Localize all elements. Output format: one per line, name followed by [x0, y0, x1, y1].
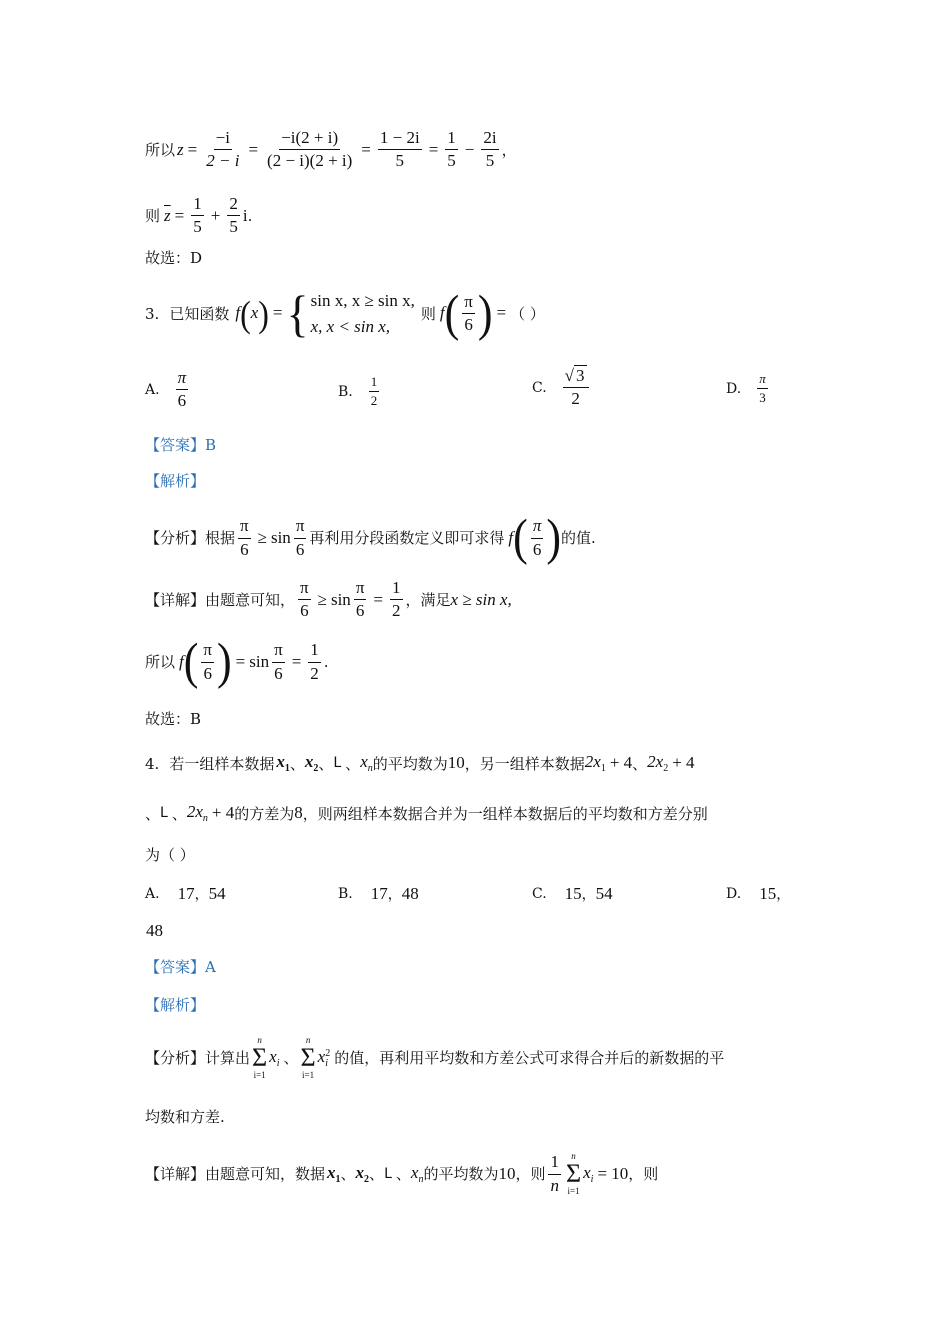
frac-pi-6: $\frac{\pi}{6}$	[355, 578, 365, 621]
sep: 、	[145, 804, 161, 823]
frac-pi-6: $\frac{\pi}{6}$	[274, 640, 283, 683]
var-z: z	[177, 139, 184, 159]
option-label: D.	[726, 886, 742, 902]
equals-sign: =	[373, 589, 383, 609]
option-a[interactable]	[145, 368, 191, 411]
var-x2: $x_2$	[304, 752, 319, 774]
plus-4: + 4	[672, 753, 695, 773]
comma: ，	[581, 887, 596, 903]
q4-analysis-tag: 【解析】	[145, 996, 206, 1014]
expr-2xn: $2x_n$	[186, 802, 208, 824]
text: 的值.	[561, 529, 596, 547]
equals-sign: =	[428, 139, 439, 159]
option-value-b: 48	[401, 884, 419, 903]
frac-half: $\frac{1}{2}$	[392, 578, 401, 621]
text: ，则	[515, 1165, 546, 1183]
equals-sign: =	[174, 205, 185, 225]
stem-text: 的平均数为	[372, 754, 448, 773]
sep: 、	[171, 804, 187, 823]
value-10: 10	[498, 1163, 516, 1183]
value-8: 8	[294, 803, 303, 823]
frac-pi-6: $\frac{\pi}{6}$	[295, 516, 305, 559]
brace: {	[286, 284, 309, 341]
ellipsis: L	[333, 755, 342, 772]
value-10: 10	[447, 753, 465, 773]
condition: x ≥ sin x,	[450, 589, 512, 609]
sum-symbol: n Σ i=1	[300, 1035, 316, 1080]
paren: (	[183, 633, 199, 690]
stem-text: ，另一组样本数据	[464, 754, 585, 773]
sep: 、	[283, 1049, 299, 1067]
comma: ，	[387, 887, 402, 903]
question-4-stem-3: 为（ ）	[145, 846, 195, 864]
stem-text: 若一组样本数据	[169, 754, 275, 773]
option-label: D.	[726, 380, 742, 397]
minus-sign: −	[464, 139, 475, 159]
option-value: $\frac{\pi}{3}$	[759, 371, 766, 405]
q3-answer-tag: 【答案】B	[145, 436, 217, 454]
equals-sign: =	[291, 651, 302, 671]
option-label: B.	[338, 383, 353, 400]
plus-4: + 4	[211, 803, 235, 823]
var-x1: $x_1$	[276, 752, 290, 774]
option-value: $\frac{1}{2}$	[370, 374, 378, 408]
option-value-b: 54	[595, 884, 613, 903]
paren: (	[513, 509, 528, 566]
stem-text: 已知函数	[169, 304, 230, 323]
frac-2: $\frac{-i(2 + i)}{(2 - i)(2 + i)}$	[267, 128, 353, 171]
plus-4: + 4	[609, 753, 633, 773]
sep: 、	[395, 1165, 411, 1183]
question-4-stem-2	[145, 802, 708, 825]
sep: 、	[369, 1165, 385, 1183]
option-b[interactable]	[338, 884, 419, 904]
q4-fenxi-2: 均数和方差.	[145, 1108, 225, 1126]
expr-2x1: $2x_1$	[584, 752, 606, 774]
geq-sign: ≥	[317, 589, 327, 609]
paren: )	[217, 633, 232, 690]
frac-pi-6: $\frac{\pi}{6}$	[240, 516, 249, 559]
sin: sin	[330, 589, 351, 609]
option-label: C.	[532, 886, 547, 902]
fenxi-tag: 【分析】	[145, 529, 206, 547]
var-xn: $x_n$	[360, 752, 373, 774]
var-x1: $x_1$	[327, 1162, 341, 1185]
option-d[interactable]	[726, 371, 771, 406]
text: 再利用分段函数定义即可求得	[309, 529, 505, 547]
func-f: f	[235, 303, 241, 323]
q4-fenxi	[145, 1036, 724, 1080]
option-label: C.	[532, 379, 547, 396]
q4-answer-tag: 【答案】A	[145, 958, 216, 976]
option-c[interactable]	[532, 366, 592, 409]
frac-4: $\frac{1}{5}$	[447, 128, 456, 171]
frac-c2: $\frac{2}{5}$	[229, 194, 238, 237]
imag-unit: i	[242, 205, 248, 225]
comma: ，	[776, 887, 791, 903]
text: 的值，再利用平均数和方差公式可求得合并后的新数据的平	[334, 1049, 725, 1067]
case-2: x, x < sin x,	[310, 316, 391, 336]
text: ，满足	[405, 590, 451, 609]
q3-xiangjie	[145, 578, 512, 622]
frac-3: $\frac{1 - 2i}{5}$	[379, 128, 420, 171]
option-value: $\frac{√ 3}{2}$	[563, 366, 589, 409]
var-xi-squared: x 2 i	[317, 1047, 331, 1069]
plus-sign: +	[210, 205, 221, 225]
q3-fenxi	[145, 509, 596, 566]
text: 根据	[205, 529, 236, 547]
case-1: sin x, x ≥ sin x,	[310, 291, 415, 310]
equals-sign: =	[248, 139, 259, 159]
question-3-stem	[145, 284, 545, 342]
line-z-conjugate	[145, 194, 252, 238]
stem-text: ，则两组样本数据合并为一组样本数据后的平均数和方差分别	[302, 804, 708, 823]
frac-pi-6: $\frac{\pi}{6}$	[203, 640, 212, 683]
paren: )	[546, 509, 561, 566]
option-label: B.	[338, 886, 353, 902]
equals-10: = 10	[597, 1163, 629, 1183]
var-xn: $x_n$	[410, 1162, 424, 1185]
equals-sign: =	[235, 651, 246, 671]
sum-symbol: n Σ i=1	[252, 1035, 268, 1080]
sum-symbol: n Σ i=1	[565, 1151, 582, 1196]
paren: (	[444, 284, 460, 342]
text-ze: 则	[145, 206, 161, 225]
var-x2: $x_2$	[355, 1162, 370, 1185]
option-value-b: 54	[208, 884, 226, 903]
sep: 、	[632, 754, 648, 773]
option-value-a: 17	[177, 884, 195, 903]
text: 的平均数为	[423, 1165, 499, 1183]
sep: 、	[340, 1165, 356, 1183]
option-d-wrap	[146, 921, 163, 941]
frac-pi-6: $\frac{\pi}{6}$	[464, 291, 473, 334]
option-label: A.	[145, 381, 160, 398]
option-d[interactable]	[726, 884, 790, 904]
text: 计算出	[205, 1049, 251, 1067]
q3-xiangjie-2	[145, 633, 329, 690]
ellipsis: L	[384, 1165, 392, 1182]
comma: ，	[501, 140, 517, 159]
sep: 、	[289, 754, 305, 773]
comma: ，	[194, 887, 209, 903]
frac-pi-6: $\frac{\pi}{6}$	[532, 516, 542, 559]
var-xi: $x_i$	[269, 1046, 280, 1069]
answer-line-q2: 故选：D	[145, 249, 203, 267]
var-zbar: $\overline{z}$	[164, 205, 171, 225]
var-x: x	[250, 303, 259, 323]
frac-pi-6: $\frac{\pi}{6}$	[300, 578, 309, 621]
ellipsis: L	[160, 805, 168, 822]
option-a[interactable]	[145, 884, 226, 904]
paren: )	[258, 292, 269, 335]
option-value: $\frac{\pi}{6}$	[177, 368, 187, 410]
text: 由题意可知，数据	[205, 1165, 326, 1183]
option-value-a: 15	[564, 884, 582, 903]
var-xi: $x_i$	[583, 1162, 594, 1185]
frac-5: $\frac{2i}{5}$	[483, 128, 497, 171]
period: .	[323, 653, 329, 671]
equals-sign: =	[187, 139, 198, 159]
option-value-a: 15	[759, 884, 777, 903]
geq-sign: ≥	[257, 527, 267, 547]
frac-1: $\frac{-i}{2 - i}$	[206, 128, 240, 171]
piecewise-cases	[311, 288, 415, 339]
sin: sin	[249, 651, 270, 671]
option-label: A.	[145, 886, 160, 902]
line-z-derivation	[145, 128, 517, 172]
option-value-b: 48	[146, 921, 163, 940]
text-suoyi: 所以	[145, 140, 176, 159]
text: 所以	[145, 653, 176, 671]
text: ，则	[628, 1165, 659, 1183]
func-f: f	[508, 527, 514, 547]
answer-blank: （ ）	[510, 304, 545, 323]
q3-analysis-tag: 【解析】	[145, 472, 206, 490]
stem-text: 则	[420, 304, 436, 323]
equals-sign: =	[361, 139, 371, 159]
question-4-stem-1	[145, 752, 695, 775]
frac-1-over-n: $\frac{1}{n}$	[550, 1152, 559, 1195]
paren: (	[240, 292, 251, 335]
func-f: f	[439, 303, 445, 323]
paren: )	[477, 284, 493, 342]
q4-xiangjie	[145, 1152, 658, 1196]
sep: 、	[345, 754, 361, 773]
q3-final: 故选：B	[145, 710, 202, 728]
option-c[interactable]	[532, 884, 613, 904]
text: 由题意可知，	[205, 590, 296, 609]
frac-c1: $\frac{1}{5}$	[193, 194, 202, 237]
stem-text: 的方差为	[234, 804, 295, 823]
sin: sin	[270, 527, 291, 547]
fenxi-tag: 【分析】	[145, 1049, 206, 1067]
equals-sign: =	[496, 303, 507, 323]
xiangjie-tag: 【详解】	[145, 1165, 206, 1183]
question-number: 4.	[145, 754, 160, 773]
option-value-a: 17	[370, 884, 388, 903]
sep: 、	[318, 754, 334, 773]
question-number: 3.	[145, 304, 160, 323]
frac-half: $\frac{1}{2}$	[310, 640, 319, 683]
option-b[interactable]	[338, 374, 382, 409]
func-f: f	[179, 651, 184, 671]
expr-2x2: $2x_2$	[647, 752, 669, 774]
xiangjie-tag: 【详解】	[145, 590, 206, 609]
period: .	[247, 206, 253, 225]
equals-sign: =	[272, 303, 283, 323]
